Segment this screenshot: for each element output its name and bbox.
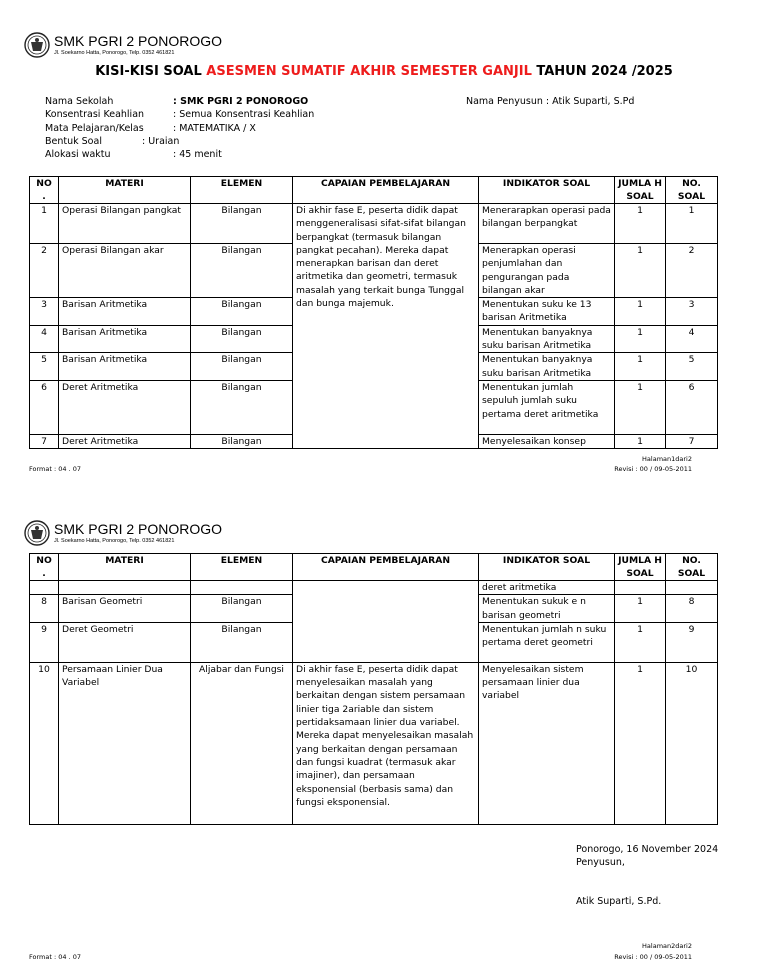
- school-logo-icon: [24, 32, 50, 58]
- revision: Revisi : 00 / 09-05-2011: [614, 465, 692, 473]
- identity-block: Nama Sekolah : SMK PGRI 2 PONOROGO Konsentrasi Keahlian : Semua Konsentrasi Keahlian Mata Pelajaran/Kelas : MATEMATIKA / X Bentuk Soal : Uraian Alokasi waktu : 45 menit: [45, 96, 315, 161]
- table-row: 10 Persamaan Linier Dua Variabel Aljabar dan Fungsi Di akhir fase E, peserta didik dapat menyelesaikan masalah yang berkaitan dengan sistem persamaan linier tiga 2ariable dan sistem pertidaksamaan linier dua variabel. Mereka dapat menyelesaikan masalah yang berkaitan dengan persamaan dan fungsi kuadrat (termasuk akar imajiner), dan persamaan eksponensial (berbasis sama) dan fungsi eksponensial. Menyelesaikan sistem persamaan linier dua variabel 1 10: [30, 662, 718, 824]
- col-elemen: ELEMEN: [191, 554, 293, 581]
- capaian-cell-1: Di akhir fase E, peserta didik dapat menggeneralisasi sifat-sifat bilangan berpangkat (termasuk bilangan pangkat pecahan). Mereka dapat menerapkan barisan dan deret aritmetika dan geometri, termasuk masalah yang terkait bunga Tunggal dan bunga majemuk.: [293, 204, 479, 449]
- revision: Revisi : 00 / 09-05-2011: [614, 953, 692, 961]
- table-header-row: [30, 177, 718, 204]
- table-row: 3 Barisan Aritmetika Bilangan Menentukan suku ke 13 barisan Aritmetika 1 3: [30, 298, 718, 326]
- signature-place-date: Ponorogo, 16 November 2024: [576, 844, 719, 855]
- table-row: 2 Operasi Bilangan akar Bilangan Menerapkan operasi penjumlahan dan pengurangan pada bilangan akar 1 2: [30, 244, 718, 298]
- col-elemen: ELEMEN: [191, 177, 293, 204]
- format-code: Format : 04 . 07: [29, 953, 81, 961]
- document-title: KISI-KISI SOAL ASESMEN SUMATIF AKHIR SEMESTER GANJIL TAHUN 2024 /2025: [95, 64, 673, 79]
- school-name: SMK PGRI 2 PONOROGO: [54, 33, 223, 49]
- school-logo-icon: [24, 520, 50, 546]
- table-row: 4 Barisan Aritmetika Bilangan Menentukan banyaknya suku barisan Aritmetika 1 4: [30, 325, 718, 353]
- grid-table-page-2: [29, 553, 718, 825]
- col-indikator: INDIKATOR SOAL: [479, 177, 615, 204]
- table-row: 5 Barisan Aritmetika Bilangan Menentukan banyaknya suku barisan Aritmetika 1 5: [30, 353, 718, 381]
- table-row: 7 Deret Aritmetika Bilangan Menyelesaikan konsep 1 7: [30, 434, 718, 448]
- table-row-continued: deret aritmetika: [30, 581, 718, 595]
- col-capaian: CAPAIAN PEMBELAJARAN: [293, 177, 479, 204]
- col-nosoal: NO. SOAL: [666, 177, 718, 204]
- page-number: Halaman2dari2: [642, 942, 692, 950]
- col-no: NO .: [30, 177, 59, 204]
- school-address: Jl. Soekarno Hatta, Ponorogo, Telp. 0352 461821: [54, 50, 175, 56]
- signature-role: Penyusun,: [576, 857, 625, 868]
- author-label: Nama Penyusun : Atik Suparti, S.Pd: [466, 96, 635, 107]
- table-row: 8 Barisan Geometri Bilangan Menentukan sukuk e n barisan geometri 1 8: [30, 595, 718, 623]
- table-row: 9 Deret Geometri Bilangan Menentukan jumlah n suku pertama deret geometri 1 9: [30, 622, 718, 662]
- page-2: [0, 512, 768, 978]
- grid-table-page-1: [29, 176, 718, 449]
- school-address: Jl. Soekarno Hatta, Ponorogo, Telp. 0352 461821: [54, 538, 175, 544]
- col-materi: MATERI: [59, 177, 191, 204]
- capaian-cell-continued: [293, 581, 479, 663]
- signature-name: Atik Suparti, S.Pd.: [576, 896, 662, 907]
- table-row: 1 Operasi Bilangan pangkat Bilangan Di akhir fase E, peserta didik dapat menggeneralisasi sifat-sifat bilangan berpangkat (termasuk bilangan pangkat pecahan). Mereka dapat menerapkan barisan dan deret aritmetika dan geometri, termasuk masalah yang terkait bunga Tunggal dan bunga majemuk. Menerarapkan operasi pada bilangan berpangkat 1 1: [30, 204, 718, 244]
- col-nosoal: NO. SOAL: [666, 554, 718, 581]
- table-row: 6 Deret Aritmetika Bilangan Menentukan jumlah sepuluh jumlah suku pertama deret aritmetika 1 6: [30, 380, 718, 434]
- col-jumlah: JUMLA H SOAL: [615, 177, 666, 204]
- table-header-row: [30, 554, 718, 581]
- col-indikator: INDIKATOR SOAL: [479, 554, 615, 581]
- col-materi: MATERI: [59, 554, 191, 581]
- capaian-cell-2: Di akhir fase E, peserta didik dapat menyelesaikan masalah yang berkaitan dengan sistem persamaan linier tiga 2ariable dan sistem pertidaksamaan linier dua variabel. Mereka dapat menyelesaikan masalah yang berkaitan dengan persamaan dan fungsi kuadrat (termasuk akar imajiner), dan persamaan eksponensial (berbasis sama) dan fungsi eksponensial.: [293, 662, 479, 824]
- col-no: NO .: [30, 554, 59, 581]
- col-capaian: CAPAIAN PEMBELAJARAN: [293, 554, 479, 581]
- school-name: SMK PGRI 2 PONOROGO: [54, 521, 223, 537]
- page-number: Halaman1dari2: [642, 455, 692, 463]
- col-jumlah: JUMLA H SOAL: [615, 554, 666, 581]
- format-code: Format : 04 . 07: [29, 465, 81, 473]
